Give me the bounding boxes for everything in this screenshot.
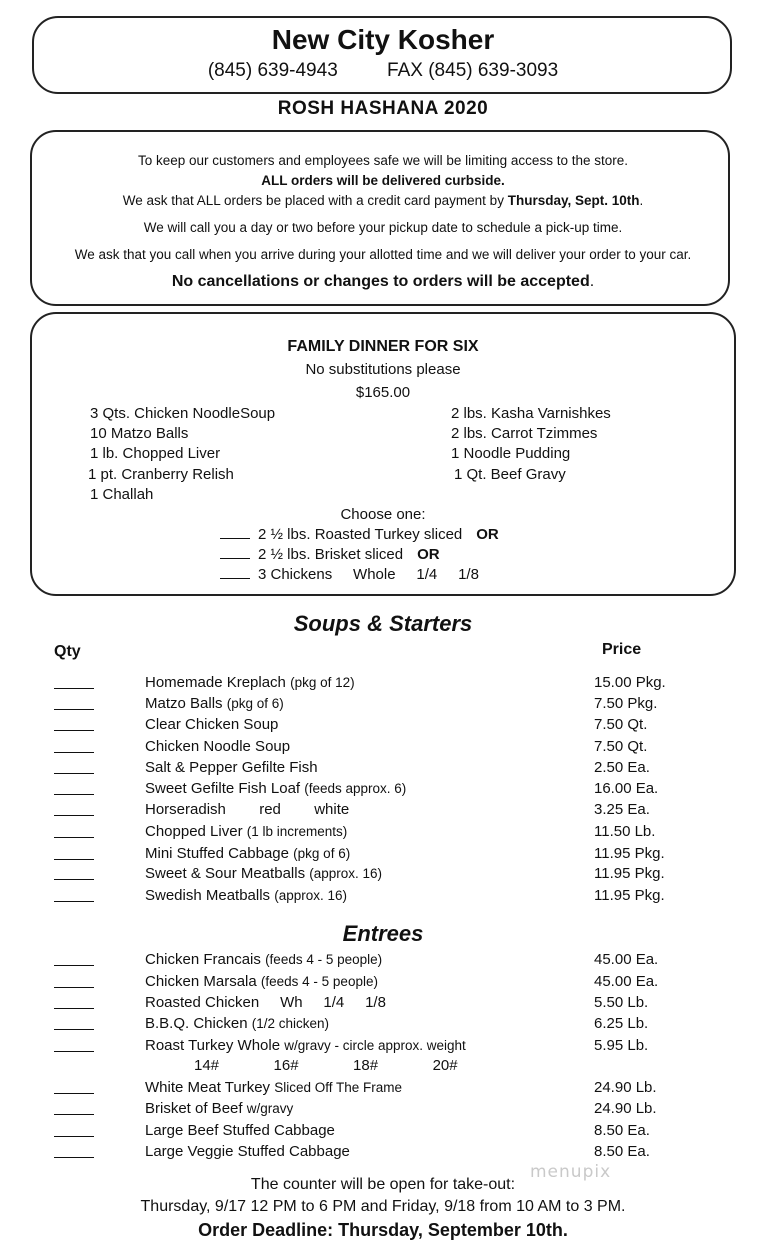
item-note: (feeds approx. 6) (304, 781, 407, 796)
item-price: 6.25 Lb. (594, 1015, 649, 1032)
notice-line-2: ALL orders will be delivered curbside. (261, 173, 505, 188)
item-name (145, 1122, 335, 1139)
item-price: 11.95 Pkg. (594, 887, 665, 904)
item-label: Chicken Noodle Soup (145, 738, 291, 755)
menu-row (0, 695, 766, 715)
item-price: 11.95 Pkg. (594, 865, 665, 882)
item-label: Homemade Kreplach (145, 674, 286, 691)
menu-row (0, 738, 766, 758)
dinner-item: 1 lb. Chopped Liver (90, 445, 221, 462)
notice-line-6-end: . (589, 273, 595, 290)
item-note: (feeds 4 - 5 people) (260, 974, 378, 989)
turkey-weight-options[interactable]: 14# 16# 18# 20# (194, 1057, 458, 1074)
choice-text: 2 ½ lbs. Roasted Turkey sliced (258, 526, 463, 543)
item-name (145, 759, 318, 776)
counter-hours-label: The counter will be open for take-out: (250, 1176, 516, 1193)
item-name (145, 801, 349, 818)
item-price: 45.00 Ea. (594, 973, 659, 990)
menu-row (0, 865, 766, 885)
item-price: 2.50 Ea. (594, 759, 650, 776)
menu-row (0, 716, 766, 736)
item-name (145, 738, 290, 755)
menu-row (0, 887, 766, 907)
item-price: 8.50 Ea. (594, 1143, 650, 1160)
qty-header: Qty (54, 643, 81, 660)
dinner-item: 1 Noodle Pudding (451, 445, 571, 462)
menu-row (0, 1143, 766, 1163)
item-note: (approx. 16) (309, 866, 383, 881)
item-price: 3.25 Ea. (594, 801, 650, 818)
item-label: Chicken Francais (145, 951, 261, 968)
or-label: OR (417, 546, 440, 563)
item-name (145, 716, 278, 733)
dinner-item: 1 Challah (90, 486, 154, 503)
qty-blank[interactable] (54, 879, 94, 880)
item-name (145, 1100, 293, 1117)
item-price: 15.00 Pkg. (594, 674, 666, 691)
item-name (145, 1079, 402, 1096)
choice-chickens[interactable] (220, 566, 479, 583)
dinner-item: 2 lbs. Carrot Tzimmes (451, 425, 598, 442)
item-price: 7.50 Pkg. (594, 695, 658, 712)
qty-blank[interactable] (54, 794, 94, 795)
item-price: 11.50 Lb. (594, 823, 656, 840)
item-note: (1 lb increments) (246, 824, 348, 839)
item-price: 45.00 Ea. (594, 951, 659, 968)
contact-line (0, 60, 766, 82)
dinner-item: 1 Qt. Beef Gravy (454, 466, 566, 483)
menu-row (0, 801, 766, 821)
entrees-section-title: Entrees (342, 921, 424, 946)
item-label: Horseradish red white (145, 801, 350, 818)
item-price: 5.50 Lb. (594, 994, 649, 1011)
family-dinner-subtitle: No substitutions please (305, 361, 461, 378)
menu-row (0, 845, 766, 865)
qty-blank[interactable] (54, 752, 94, 753)
item-note: (feeds 4 - 5 people) (265, 952, 383, 967)
item-name (145, 845, 350, 862)
item-price: 24.90 Lb. (594, 1100, 657, 1117)
menu-row (0, 1122, 766, 1142)
notice-line-3-end: . (639, 193, 644, 208)
qty-blank[interactable] (54, 1136, 94, 1137)
qty-blank[interactable] (54, 688, 94, 689)
menu-row (0, 759, 766, 779)
item-name (145, 780, 406, 797)
item-name (145, 1015, 329, 1032)
qty-blank[interactable] (54, 815, 94, 816)
store-name: New City Kosher (271, 24, 495, 55)
dinner-item: 10 Matzo Balls (90, 425, 189, 442)
choice-text: 2 ½ lbs. Brisket sliced (258, 546, 404, 563)
item-label: Clear Chicken Soup (145, 716, 279, 733)
notice-line-3-text: We ask that ALL orders be placed with a credit card payment by (122, 193, 508, 208)
item-label: Roasted Chicken Wh 1/4 1/8 (145, 994, 386, 1011)
occasion-title: ROSH HASHANA 2020 (277, 98, 489, 119)
qty-blank[interactable] (54, 1008, 94, 1009)
item-label: Mini Stuffed Cabbage (145, 845, 289, 862)
phone-number: (845) 639-4943 (207, 60, 338, 81)
order-deadline: Order Deadline: Thursday, September 10th. (198, 1220, 568, 1240)
notice-line-3 (36, 193, 730, 208)
qty-blank[interactable] (54, 901, 94, 902)
item-name (145, 1037, 466, 1054)
dinner-item: 1 pt. Cranberry Relish (88, 466, 234, 483)
qty-blank[interactable] (54, 730, 94, 731)
fax-number: FAX (845) 639-3093 (387, 60, 559, 81)
notice-deadline: Thursday, Sept. 10th (507, 193, 640, 208)
choose-one-label: Choose one: (340, 506, 426, 523)
item-price: 11.95 Pkg. (594, 845, 665, 862)
item-label: White Meat Turkey (145, 1079, 271, 1096)
menu-row (0, 994, 766, 1014)
item-label: Swedish Meatballs (145, 887, 271, 904)
item-name (145, 865, 382, 882)
item-price: 5.95 Lb. (594, 1037, 649, 1054)
qty-blank[interactable] (54, 1029, 94, 1030)
notice-line-5: We ask that you call when you arrive during your allotted time and we will deliver your order to your car. (74, 247, 692, 262)
qty-blank[interactable] (54, 965, 94, 966)
item-name (145, 887, 347, 904)
item-label: Matzo Balls (145, 695, 223, 712)
item-note: w/gravy (246, 1101, 294, 1116)
menu-row (0, 780, 766, 800)
choice-blank[interactable] (220, 546, 250, 559)
menu-row (0, 674, 766, 694)
qty-blank[interactable] (54, 773, 94, 774)
item-name (145, 1143, 350, 1160)
item-price: 7.50 Qt. (594, 716, 648, 733)
choice-blank[interactable] (220, 566, 250, 579)
family-dinner-title: FAMILY DINNER FOR SIX (287, 338, 479, 355)
item-note: w/gravy - circle approx. weight (284, 1038, 466, 1053)
item-label: Roast Turkey Whole (145, 1037, 281, 1054)
item-name (145, 674, 355, 691)
menu-row (0, 951, 766, 971)
notice-line-6 (36, 273, 730, 291)
qty-blank[interactable] (54, 1093, 94, 1094)
item-note: (1/2 chicken) (251, 1016, 330, 1031)
item-note: (approx. 16) (274, 888, 348, 903)
choice-blank[interactable] (220, 526, 250, 539)
choice-brisket[interactable] (220, 546, 440, 563)
item-name (145, 994, 386, 1011)
item-label: B.B.Q. Chicken (145, 1015, 248, 1032)
menu-row (0, 1037, 766, 1057)
item-price: 8.50 Ea. (594, 1122, 650, 1139)
item-label: Brisket of Beef (145, 1100, 243, 1117)
item-note: (pkg of 12) (290, 675, 355, 690)
item-label: Sweet & Sour Meatballs (145, 865, 306, 882)
qty-blank[interactable] (54, 1051, 94, 1052)
notice-line-4: We will call you a day or two before your pickup date to schedule a pick-up time. (143, 220, 623, 235)
dinner-item: 2 lbs. Kasha Varnishkes (451, 405, 611, 422)
qty-blank[interactable] (54, 1157, 94, 1158)
qty-blank[interactable] (54, 987, 94, 988)
menu-row (0, 973, 766, 993)
menu-row (0, 1100, 766, 1120)
item-price: 24.90 Lb. (594, 1079, 657, 1096)
item-note: Sliced Off The Frame (274, 1080, 403, 1095)
item-label: Large Beef Stuffed Cabbage (145, 1122, 335, 1139)
price-header: Price (602, 641, 642, 658)
qty-blank[interactable] (54, 837, 94, 838)
dinner-item: 3 Qts. Chicken NoodleSoup (90, 405, 276, 422)
menu-row (0, 1079, 766, 1099)
or-label: OR (476, 526, 499, 543)
counter-hours: Thursday, 9/17 12 PM to 6 PM and Friday, 9/18 from 10 AM to 3 PM. (140, 1198, 626, 1215)
menu-row (0, 1015, 766, 1035)
item-label: Sweet Gefilte Fish Loaf (145, 780, 301, 797)
watermark-logo: menupix (530, 1162, 612, 1182)
item-name (145, 823, 347, 840)
item-label: Large Veggie Stuffed Cabbage (145, 1143, 350, 1160)
notice-line-1: To keep our customers and employees safe we will be limiting access to the store. (138, 153, 628, 168)
menu-row (0, 823, 766, 843)
item-name (145, 973, 378, 990)
choice-turkey[interactable] (220, 526, 499, 543)
qty-blank[interactable] (54, 709, 94, 710)
item-name (145, 951, 382, 968)
choice-text: 3 Chickens Whole 1/4 1/8 (258, 566, 479, 583)
item-label: Chicken Marsala (145, 973, 257, 990)
family-dinner-price: $165.00 (355, 384, 411, 401)
item-note: (pkg of 6) (226, 696, 284, 711)
qty-blank[interactable] (54, 859, 94, 860)
item-price: 16.00 Ea. (594, 780, 659, 797)
soups-section-title: Soups & Starters (293, 611, 473, 636)
no-cancellations: No cancellations or changes to orders will be accepted (171, 273, 590, 290)
item-label: Chopped Liver (145, 823, 243, 840)
item-price: 7.50 Qt. (594, 738, 648, 755)
item-name (145, 695, 284, 712)
qty-blank[interactable] (54, 1114, 94, 1115)
item-note: (pkg of 6) (293, 846, 351, 861)
item-label: Salt & Pepper Gefilte Fish (145, 759, 318, 776)
